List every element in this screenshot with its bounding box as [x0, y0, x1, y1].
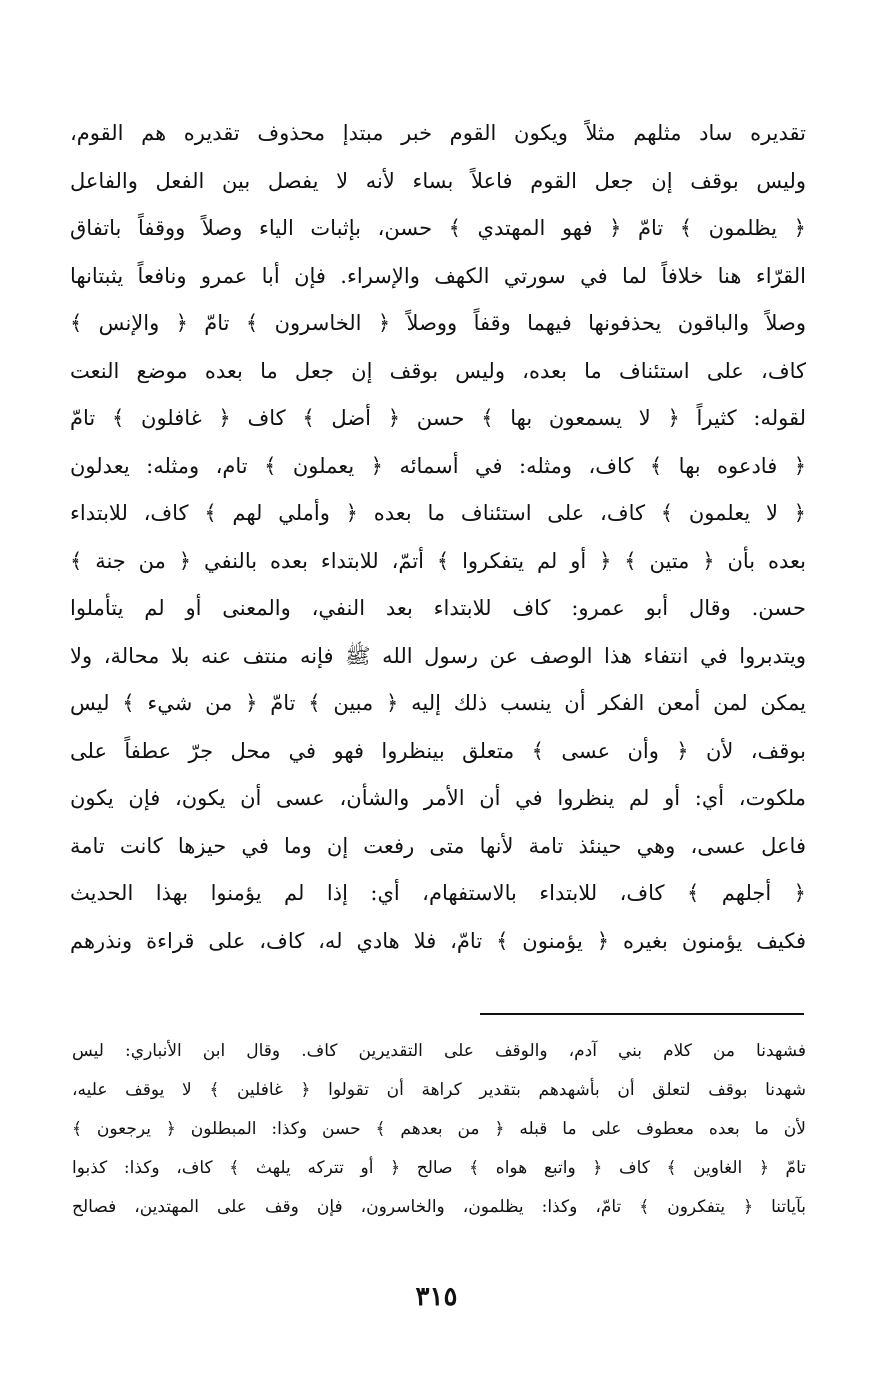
footnotes-block — [72, 1032, 806, 1227]
footnote-line: بآياتنا ﴿ يتفكرون ﴾ تامّ، وكذا: يظلمون، والخاسرون، فإن وقف على المهتدين، فصالح — [72, 1197, 806, 1217]
footnote-line: فشهدنا من كلام بني آدم، والوقف على التقديرين كاف. وقال ابن الأنباري: ليس — [72, 1041, 806, 1061]
text-line: القرّاء هنا خلافاً لما في سورتي الكهف والإسراء. فإن أبا عمرو ونافعاً يثبتانها — [70, 263, 806, 288]
footnote-line: شهدنا بوقف لتعلق أن بأشهدهم بتقدير كراهة أن تقولوا ﴿ غافلين ﴾ لا يوقف عليه، — [72, 1080, 806, 1100]
text-line: وصلاً والباقون يحذفونها فيهما وقفاً ووصلاً ﴿ الخاسرون ﴾ تامّ ﴿ والإنس ﴾ — [70, 311, 806, 335]
main-body-text — [70, 110, 806, 965]
text-line: بوقف، لأن ﴿ وأن عسى ﴾ متعلق بينظروا فهو في محل جرّ عطفاً على — [70, 738, 806, 763]
text-line: ﴿ لا يعلمون ﴾ كاف، على استئناف ما بعده ﴿ وأملي لهم ﴾ كاف، للابتداء — [70, 501, 806, 525]
text-line: يمكن لمن أمعن الفكر أن ينسب ذلك إليه ﴿ مبين ﴾ تامّ ﴿ من شيء ﴾ ليس — [70, 691, 806, 715]
footnote-line: تامّ ﴿ الغاوين ﴾ كاف ﴿ واتبع هواه ﴾ صالح ﴿ أو تتركه يلهث ﴾ كاف، وكذا: كذبوا — [72, 1158, 806, 1178]
text-line: بعده بأن ﴿ متين ﴾ ﴿ أو لم يتفكروا ﴾ أتمّ، للابتداء بعده بالنفي ﴿ من جنة ﴾ — [70, 548, 806, 573]
text-line: فاعل عسى، وهي حينئذ تامة لأنها متى رفعت إن وما في حيزها كانت تامة — [70, 833, 806, 858]
text-line: وليس بوقف إن جعل القوم فاعلاً بساء لأنه لا يفصل بين الفعل والفاعل — [70, 168, 806, 193]
text-line: ملكوت، أي: أو لم ينظروا في أن الأمر والشأن، عسى أن يكون، فإن يكون — [70, 786, 806, 810]
footnote-line: لأن ما بعده معطوف على ما قبله ﴿ من بعدهم ﴾ حسن وكذا: المبطلون ﴿ يرجعون ﴾ — [72, 1119, 806, 1139]
text-line: ﴿ يظلمون ﴾ تامّ ﴿ فهو المهتدي ﴾ حسن، بإثبات الياء وصلاً ووقفاً باتفاق — [70, 216, 806, 240]
text-line: فكيف يؤمنون بغيره ﴿ يؤمنون ﴾ تامّ، فلا هادي له، كاف، على قراءة ونذرهم — [70, 928, 806, 953]
text-line: كاف، على استئناف ما بعده، وليس بوقف إن جعل ما بعده موضع النعت — [70, 358, 806, 383]
text-line: ﴿ فادعوه بها ﴾ كاف، ومثله: في أسمائه ﴿ يعملون ﴾ تام، ومثله: يعدلون — [70, 453, 806, 478]
text-line: تقديره ساد مثلهم مثلاً ويكون القوم خبر مبتدإ محذوف تقديره هم القوم، — [70, 121, 806, 145]
text-line: لقوله: كثيراً ﴿ لا يسمعون بها ﴾ حسن ﴿ أضل ﴾ كاف ﴿ غافلون ﴾ تامّ — [70, 406, 806, 430]
text-line: ويتدبروا في انتفاء هذا الوصف عن رسول الله ﷺ فإنه منتف عنه بلا محالة، ولا — [70, 643, 806, 668]
text-line: ﴿ أجلهم ﴾ كاف، للابتداء بالاستفهام، أي: إذا لم يؤمنوا بهذا الحديث — [70, 881, 806, 905]
footnote-divider — [480, 1013, 804, 1015]
text-line: حسن. وقال أبو عمرو: كاف للابتداء بعد النفي، والمعنى أو لم يتأملوا — [70, 596, 806, 620]
page-number: ٣١٥ — [415, 1282, 458, 1312]
